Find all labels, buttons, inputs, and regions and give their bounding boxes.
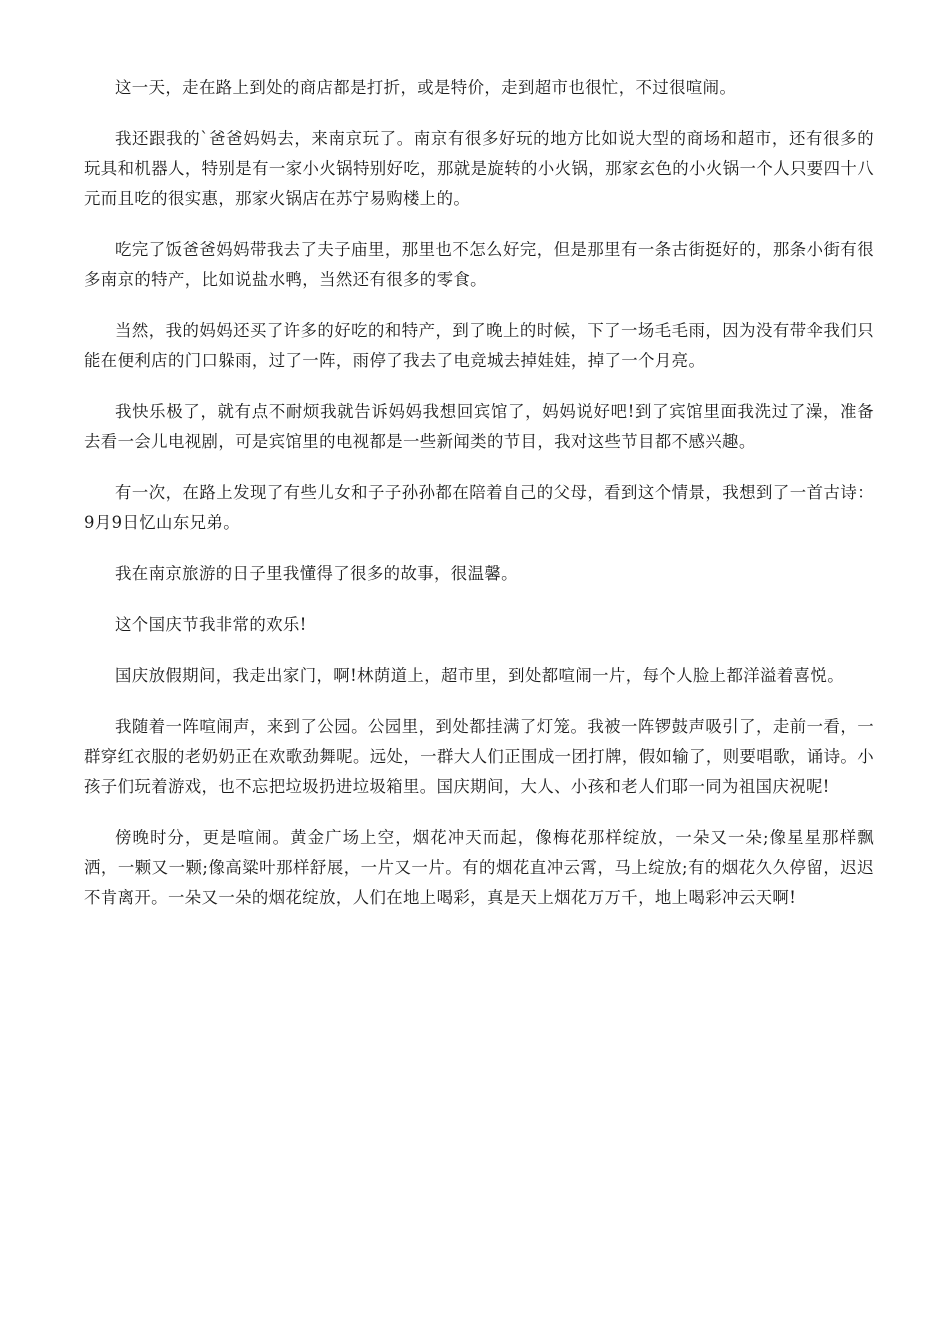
paragraph: 我随着一阵喧闹声，来到了公园。公园里，到处都挂满了灯笼。我被一阵锣鼓声吸引了，走前一看，一群穿红衣服的老奶奶正在欢歌劲舞呢。远处，一群大人们正围成一团打牌，假如输了，则要唱歌，诵诗。小孩子们玩着游戏，也不忘把垃圾扔进垃圾箱里。国庆期间，大人、小孩和老人们耶一同为祖国庆祝呢! [84, 717, 874, 796]
paragraph: 我在南京旅游的日子里我懂得了很多的故事，很温馨。 [115, 564, 518, 583]
paragraph: 我还跟我的`爸爸妈妈去，来南京玩了。南京有很多好玩的地方比如说大型的商场和超市，还有很多的玩具和机器人，特别是有一家小火锅特别好吃，那就是旋转的小火锅，那家玄色的小火锅一个人只要四十八元而且吃的很实惠，那家火锅店在苏宁易购楼上的。 [84, 129, 874, 208]
paragraph: 这个国庆节我非常的欢乐! [115, 615, 307, 634]
paragraph: 有一次，在路上发现了有些儿女和子子孙孙都在陪着自己的父母，看到这个情景，我想到了一首古诗：9月9日忆山东兄弟。 [84, 483, 874, 532]
paragraph: 傍晚时分，更是喧闹。黄金广场上空，烟花冲天而起，像梅花那样绽放，一朵又一朵;像星星那样飘洒，一颗又一颗;像高粱叶那样舒展，一片又一片。有的烟花直冲云霄，马上绽放;有的烟花久久停留，迟迟不肯离开。一朵又一朵的烟花绽放，人们在地上喝彩，真是天上烟花万万千，地上喝彩冲云天啊! [84, 828, 874, 907]
paragraph: 我快乐极了，就有点不耐烦我就告诉妈妈我想回宾馆了，妈妈说好吧!到了宾馆里面我洗过了澡，准备去看一会儿电视剧，可是宾馆里的电视都是一些新闻类的节目，我对这些节目都不感兴趣。 [84, 402, 874, 451]
document-body [84, 73, 874, 934]
paragraph: 国庆放假期间，我走出家门，啊!林荫道上，超市里，到处都喧闹一片，每个人脸上都洋溢着喜悦。 [115, 666, 844, 685]
paragraph: 当然，我的妈妈还买了许多的好吃的和特产，到了晚上的时候，下了一场毛毛雨，因为没有带伞我们只能在便利店的门口躲雨，过了一阵，雨停了我去了电竞城去掉娃娃，掉了一个月亮。 [84, 321, 874, 370]
paragraph: 这一天，走在路上到处的商店都是打折，或是特价，走到超市也很忙，不过很喧闹。 [115, 78, 737, 97]
paragraph: 吃完了饭爸爸妈妈带我去了夫子庙里，那里也不怎么好完，但是那里有一条古街挺好的，那条小街有很多南京的特产，比如说盐水鸭，当然还有很多的零食。 [84, 240, 874, 289]
